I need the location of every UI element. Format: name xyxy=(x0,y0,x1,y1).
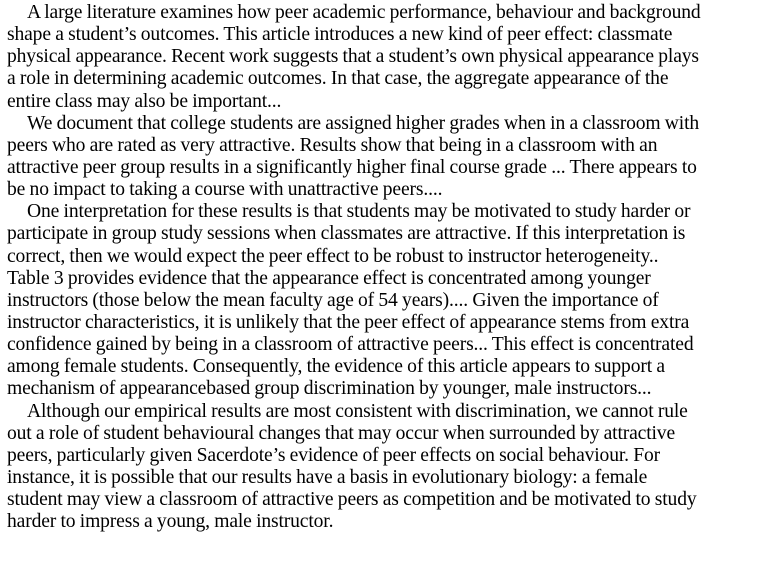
text-line: shape a student’s outcomes. This article introduces a new kind of peer effect: classmate xyxy=(7,24,673,46)
text-line: physical appearance. Recent work suggests that a student’s own physical appearance plays xyxy=(7,46,699,68)
text-line: Although our empirical results are most consistent with discrimination, we cannot rule xyxy=(27,400,688,422)
text-line: Table 3 provides evidence that the appearance effect is concentrated among younger xyxy=(7,267,651,289)
text-line: correct, then we would expect the peer effect to be robust to instructor heterogeneity.. xyxy=(7,245,659,267)
text-line: out a role of student behavioural changes that may occur when surrounded by attractive xyxy=(7,422,675,444)
text-line: confidence gained by being in a classroom of attractive peers... This effect is concentrated xyxy=(7,334,694,356)
paragraph-4 xyxy=(7,401,762,534)
text-line: among female students. Consequently, the evidence of this article appears to support a xyxy=(7,356,665,378)
text-line: One interpretation for these results is that students may be motivated to study harder or xyxy=(27,201,691,223)
text-line: peers, particularly given Sacerdote’s evidence of peer effects on social behaviour. For xyxy=(7,444,661,466)
text-line: instance, it is possible that our results have a basis in evolutionary biology: a female xyxy=(7,466,648,488)
text-line: instructors (those below the mean faculty age of 54 years).... Given the importance of xyxy=(7,289,659,311)
text-line: instructor characteristics, it is unlikely that the peer effect of appearance stems from extra xyxy=(7,311,690,333)
paragraph-3 xyxy=(7,201,762,400)
text-line: participate in group study sessions when classmates are attractive. If this interpretation is xyxy=(7,223,686,245)
text-line: entire class may also be important... xyxy=(7,90,282,112)
text-line: be no impact to taking a course with unattractive peers.... xyxy=(7,179,443,201)
text-line: attractive peer group results in a significantly higher final course grade ... There appears to xyxy=(7,156,697,178)
text-line: a role in determining academic outcomes. In that case, the aggregate appearance of the xyxy=(7,68,669,90)
text-line: harder to impress a young, male instructor. xyxy=(7,511,334,533)
text-line: A large literature examines how peer academic performance, behaviour and background xyxy=(27,2,701,23)
text-line: We document that college students are assigned higher grades when in a classroom with xyxy=(27,112,700,134)
text-line: student may view a classroom of attractive peers as competition and be motivated to study xyxy=(7,489,697,511)
text-line: peers who are rated as very attractive. Results show that being in a classroom with an xyxy=(7,134,658,156)
paragraph-2 xyxy=(7,113,762,202)
text-line: mechanism of appearancebased group discrimination by younger, male instructors... xyxy=(7,378,652,400)
paragraph-1 xyxy=(7,2,762,113)
